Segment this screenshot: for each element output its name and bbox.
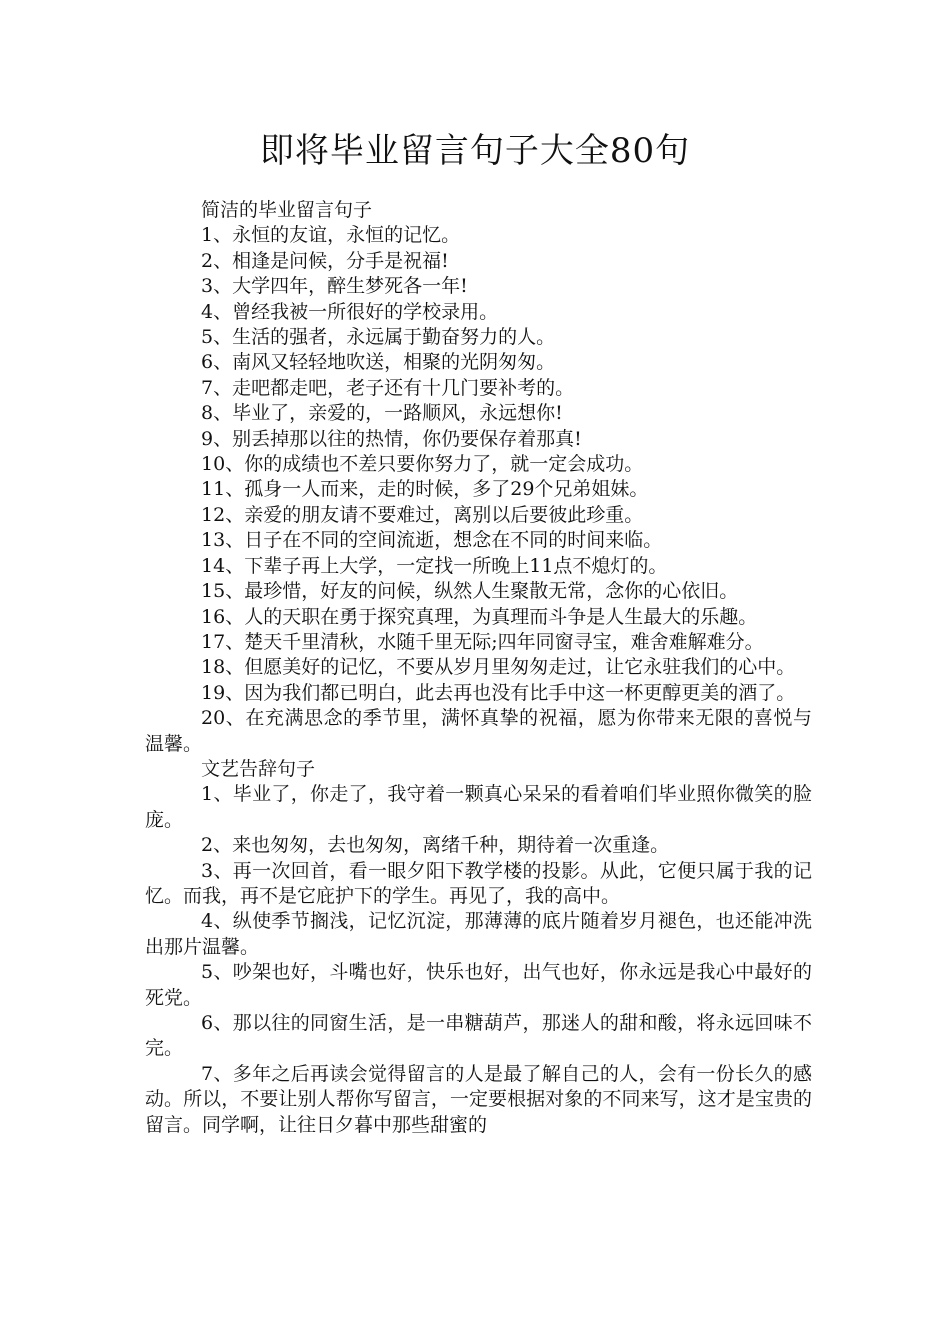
list-item: 2、来也匆匆，去也匆匆，离绪千种，期待着一次重逢。	[201, 834, 670, 857]
list-item: 18、但愿美好的记忆，不要从岁月里匆匆走过，让它永驻我们的心中。	[201, 656, 796, 679]
list-item: 20、在充满思念的季节里，满怀真挚的祝福，愿为你带来无限的喜悦与温馨。	[145, 707, 812, 755]
section-heading: 文艺告辞句子	[201, 757, 316, 780]
list-item: 6、南风又轻轻地吹送，相聚的光阴匆匆。	[201, 351, 556, 374]
list-item: 17、楚天千里清秋，水随千里无际;四年同窗寻宝，难舍难解难分。	[201, 630, 764, 653]
list-item: 13、日子在不同的空间流逝，想念在不同的时间来临。	[201, 529, 663, 552]
list-item: 4、曾经我被一所很好的学校录用。	[201, 300, 499, 323]
list-item: 15、最珍惜，好友的问候，纵然人生聚散无常，念你的心依旧。	[201, 580, 739, 603]
list-item: 1、毕业了，你走了，我守着一颗真心呆呆的看着咱们毕业照你微笑的脸庞。	[145, 783, 812, 831]
list-item: 19、因为我们都已明白，此去再也没有比手中这一杯更醇更美的酒了。	[201, 681, 796, 704]
list-item: 3、大学四年，醉生梦死各一年!	[201, 275, 468, 298]
section-heading: 简洁的毕业留言句子	[201, 199, 373, 221]
list-item: 3、再一次回首，看一眼夕阳下教学楼的投影。从此，它便只属于我的记忆。而我，再不是它庇护下的学生。再见了，我的高中。	[145, 859, 812, 907]
list-item: 7、多年之后再读会觉得留言的人是最了解自己的人，会有一份长久的感动。所以，不要让别人帮你写留言，一定要根据对象的不同来写，这才是宝贵的留言。同学啊，让往日夕暮中那些甜蜜的	[145, 1062, 812, 1136]
document-body	[145, 198, 812, 1138]
list-item: 5、生活的强者，永远属于勤奋努力的人。	[201, 326, 556, 349]
list-item: 6、那以往的同窗生活，是一串糖葫芦，那迷人的甜和酸，将永远回味不完。	[145, 1012, 812, 1060]
list-item: 8、毕业了，亲爱的，一路顺风，永远想你!	[201, 402, 563, 425]
list-item: 1、永恒的友谊，永恒的记忆。	[201, 224, 461, 247]
list-item: 12、亲爱的朋友请不要难过，离别以后要彼此珍重。	[201, 503, 644, 526]
list-item: 5、吵架也好，斗嘴也好，快乐也好，出气也好，你永远是我心中最好的死党。	[145, 961, 812, 1009]
list-item: 10、你的成绩也不差只要你努力了，就一定会成功。	[201, 453, 644, 476]
list-item: 7、走吧都走吧，老子还有十几门要补考的。	[201, 376, 575, 399]
list-item: 14、下辈子再上大学，一定找一所晚上11点不熄灯的。	[201, 554, 668, 577]
list-item: 16、人的天职在勇于探究真理，为真理而斗争是人生最大的乐趣。	[201, 605, 758, 628]
page-title: 即将毕业留言句子大全80句	[259, 131, 691, 171]
list-item: 4、纵使季节搁浅，记忆沉淀，那薄薄的底片随着岁月褪色，也还能冲洗出那片温馨。	[145, 910, 812, 958]
list-item: 2、相逢是问候，分手是祝福!	[201, 249, 449, 272]
list-item: 11、孤身一人而来，走的时候，多了29个兄弟姐妹。	[201, 478, 649, 501]
list-item: 9、别丢掉那以往的热情，你仍要保存着那真!	[201, 427, 582, 450]
